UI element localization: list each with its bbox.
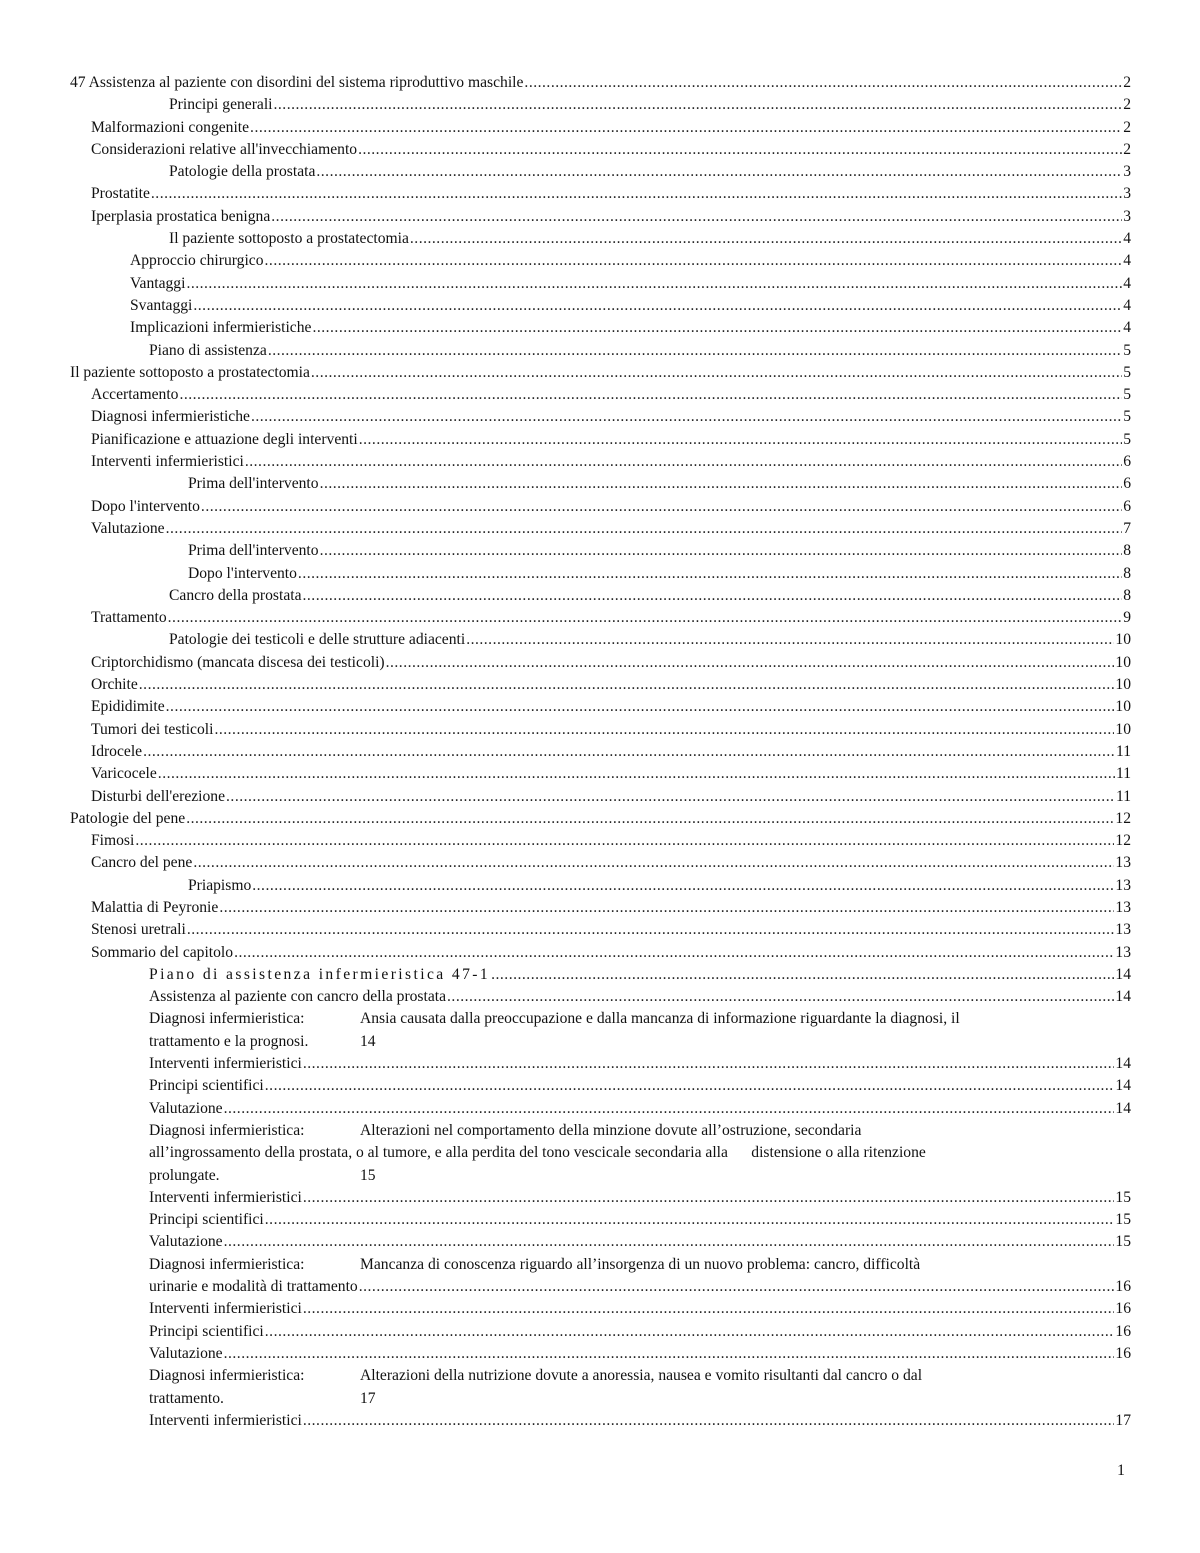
toc-entry[interactable] [169,228,1131,250]
toc-leader-dots [151,183,1122,205]
toc-entry-title: Tumori dei testicoli [91,720,214,738]
toc-page-number: 16 [1115,1322,1131,1340]
toc-page-number: 5 [1123,363,1131,381]
diagnosis-label: Diagnosi infermieristica: [149,1010,305,1028]
toc-entry[interactable] [169,629,1131,651]
toc-page-number: 16 [1115,1278,1131,1296]
toc-page-number: 6 [1123,453,1131,471]
toc-entry-title: Il paziente sottoposto a prostatectomia [70,363,310,381]
toc-page-number: 10 [1115,676,1131,694]
diagnosis-subentries-1 [0,1053,1200,1120]
toc-page-number: 15 [1115,1211,1131,1229]
toc-entry[interactable] [149,1321,1131,1343]
diagnosis-entry-3[interactable] [149,1254,1131,1276]
toc-page-number: 14 [1115,1099,1131,1117]
toc-entry-title: Valutazione [91,519,165,537]
toc-leader-dots [268,340,1122,362]
toc-page-number: 14 [1115,988,1131,1006]
toc-page-number: 5 [1123,408,1131,426]
toc-page-number: 13 [1115,943,1131,961]
toc-entry[interactable] [149,1298,1131,1320]
toc-entry-title: Svantaggi [130,296,193,314]
toc-entry[interactable] [91,897,1131,919]
diagnosis-label: Diagnosi infermieristica: [149,1121,305,1139]
toc-page-number: 8 [1123,586,1131,604]
toc-leader-dots [358,139,1122,161]
toc-leader-dots [168,607,1123,629]
toc-leader-dots [251,406,1122,428]
toc-entry[interactable] [91,451,1131,473]
toc-page-number: 6 [1123,475,1131,493]
toc-leader-dots [224,1098,1115,1120]
toc-page-number: 3 [1123,207,1131,225]
diagnosis-entry-1[interactable] [149,1008,1131,1030]
toc-entry[interactable] [91,719,1131,741]
toc-leader-dots [265,1075,1115,1097]
toc-leader-dots [316,161,1122,183]
toc-page-number: 10 [1115,720,1131,738]
toc-entry-title: Patologie dei testicoli e delle strutture adiacenti [169,631,466,649]
toc-entry[interactable] [169,161,1131,183]
toc-entry-title: Valutazione [149,1344,223,1362]
toc-entry[interactable] [169,94,1131,116]
toc-page-number: 16 [1115,1344,1131,1362]
toc-leader-dots [466,629,1114,651]
toc-entry[interactable] [130,317,1131,339]
toc-leader-dots [224,1231,1115,1253]
toc-entry-title: Interventi infermieristici [91,453,244,471]
toc-entry-title: Orchite [91,676,138,694]
toc-leader-dots [193,295,1122,317]
toc-page-number: 11 [1115,742,1131,760]
toc-entry[interactable] [149,1187,1131,1209]
toc-leader-dots [303,1298,1115,1320]
toc-page-number: 8 [1123,542,1131,560]
toc-page-number: 2 [1123,96,1131,114]
toc-entry-title: Dopo l'intervento [91,497,200,515]
toc-entry[interactable] [91,674,1131,696]
toc-page-number: 15 [1115,1233,1131,1251]
toc-page-number: 4 [1123,230,1131,248]
toc-entry-title: Patologie della prostata [169,163,316,181]
diagnosis-entry-2[interactable] [149,1120,1131,1142]
diagnosis-text: Alterazioni della nutrizione dovute a anoressia, nausea e vomito risultanti dal cancro o dal [360,1367,923,1385]
toc-entry-title: Interventi infermieristici [149,1188,302,1206]
toc-entry[interactable] [188,540,1131,562]
toc-entry[interactable] [149,340,1131,362]
toc-entry-title: Approccio chirurgico [130,252,264,270]
toc-entry-title: urinarie e modalità di trattamento [149,1278,358,1296]
toc-leader-dots [234,942,1114,964]
toc-entry[interactable] [70,72,1131,94]
diagnosis-label: Diagnosi infermieristica: [149,1255,305,1273]
toc-entry[interactable] [91,763,1131,785]
toc-leader-dots [271,206,1122,228]
toc-page-number: 10 [1115,698,1131,716]
toc-leader-dots [265,1321,1115,1343]
toc-leader-dots [226,786,1115,808]
toc-entry-title: Interventi infermieristici [149,1055,302,1073]
toc-page-number: 14 [1115,1055,1131,1073]
toc-entry[interactable] [188,875,1131,897]
toc-leader-dots [320,473,1123,495]
toc-leader-dots [447,986,1114,1008]
toc-entry-title: Epididimite [91,698,165,716]
toc-page-number: 12 [1115,809,1131,827]
toc-entry-title: Piano di assistenza [149,341,267,359]
toc-leader-dots [186,808,1114,830]
toc-entry-title: Varicocele [91,765,157,783]
toc-entry-title: Valutazione [149,1233,223,1251]
toc-entry[interactable] [149,1053,1131,1075]
toc-leader-dots [201,496,1122,518]
toc-entry-title: Diagnosi infermieristiche [91,408,250,426]
toc-page-number: 9 [1123,609,1131,627]
toc-entry[interactable] [149,986,1131,1008]
toc-entry[interactable] [91,117,1131,139]
toc-entry-title: Vantaggi [130,274,186,292]
toc-leader-dots [193,852,1114,874]
toc-entry-title: Cancro della prostata [169,586,302,604]
diagnosis-subentries-4 [0,1410,1200,1432]
toc-entry[interactable] [91,183,1131,205]
toc-leader-dots [298,563,1122,585]
toc-page-number: 14 [1115,965,1131,983]
toc-entry-title: Criptorchidismo (mancata discesa dei testicoli) [91,653,385,671]
diagnosis-entry-4-cont[interactable] [149,1388,1131,1410]
toc-leader-dots [265,1209,1115,1231]
toc-page-number: 14 [1115,1077,1131,1095]
toc-page-number: 12 [1115,832,1131,850]
diagnosis-text: Ansia causata dalla preoccupazione e dalla mancanza di informazione riguardante la diagnosi, il [360,1010,960,1028]
toc-entry-title: Il paziente sottoposto a prostatectomia [169,230,409,248]
diagnosis-entry-2-cont[interactable] [149,1142,1131,1164]
toc-entry-title: Implicazioni infermieristiche [130,319,312,337]
toc-leader-dots [320,540,1123,562]
toc-leader-dots [410,228,1122,250]
toc-entry[interactable] [91,607,1131,629]
toc-entry-title: Interventi infermieristici [149,1411,302,1429]
toc-page-number: 4 [1123,274,1131,292]
toc-entry-title: Principi scientifici [149,1077,264,1095]
toc-leader-dots [274,94,1123,116]
toc-leader-dots [143,741,1115,763]
toc-entry[interactable] [91,786,1131,808]
toc-page-number: 4 [1123,252,1131,270]
toc-entry-title: Prostatite [91,185,150,203]
toc-page-number: 3 [1123,185,1131,203]
toc-entry[interactable] [91,429,1131,451]
toc-entry-title: Prima dell'intervento [188,475,319,493]
toc-entry[interactable] [149,1410,1131,1432]
toc-page-number: 4 [1123,296,1131,314]
diagnosis-text: Alterazioni nel comportamento della minzione dovute all’ostruzione, secondaria [360,1121,862,1139]
page-number: 1 [1117,1462,1125,1479]
toc-page-number: 13 [1115,898,1131,916]
toc-entry-title: 47 Assistenza al paziente con disordini del sistema riproduttivo maschile [70,74,524,91]
toc-entry[interactable] [188,563,1131,585]
toc-entry-title: Considerazioni relative all'invecchiamento [91,140,358,158]
toc-entry-title: Valutazione [149,1099,223,1117]
toc-entry-title: Principi scientifici [149,1211,264,1229]
toc-entry[interactable] [149,1075,1131,1097]
toc-entry-title: Interventi infermieristici [149,1300,302,1318]
toc-entry-title: Principi generali [169,96,273,114]
toc-page-number: 5 [1123,430,1131,448]
toc-entry-title: Malattia di Peyronie [91,898,219,916]
toc-leader-dots [303,585,1123,607]
toc-leader-dots [524,72,1122,94]
toc-leader-dots [179,384,1122,406]
toc-page-number: 7 [1123,519,1131,537]
diagnosis-cont-text: prolungate. [149,1166,220,1184]
toc-page-number: 11 [1115,765,1131,783]
toc-leader-dots [224,1343,1115,1365]
toc-page-number: 8 [1123,564,1131,582]
toc-leader-dots [186,273,1122,295]
diagnosis-entry-3-cont[interactable] [149,1276,1131,1298]
toc-leader-dots [303,1187,1115,1209]
toc-leader-dots [359,429,1122,451]
toc-page-number: 6 [1123,497,1131,515]
toc-entry[interactable] [149,1343,1131,1365]
toc-leader-dots [214,719,1114,741]
toc-entry[interactable] [70,362,1131,384]
toc-leader-dots [135,830,1114,852]
toc-entry-title: Pianificazione e attuazione degli interventi [91,430,358,448]
toc-leader-dots [158,763,1115,785]
toc-page-number: 15 [360,1166,376,1184]
toc-entry[interactable] [91,518,1131,540]
toc-leader-dots [265,250,1123,272]
toc-entry[interactable] [149,1231,1131,1253]
toc-page-number: 2 [1123,74,1131,91]
toc-entry[interactable] [169,585,1131,607]
toc-entry-title: Malformazioni congenite [91,118,250,136]
toc-entry-title: Dopo l'intervento [188,564,297,582]
diagnosis-text: Mancanza di conoscenza riguardo all’insorgenza di un nuovo problema: cancro, difficoltà [360,1255,921,1273]
toc-entry-title: Fimosi [91,832,135,850]
toc-leader-dots [139,674,1115,696]
toc-entry[interactable] [91,741,1131,763]
diagnosis-entry-1-cont[interactable] [149,1031,1131,1053]
toc-entry-title: Idrocele [91,742,143,760]
toc-leader-dots [252,875,1114,897]
diagnosis-cont-text: trattamento. [149,1389,224,1407]
toc-entry-title: Principi scientifici [149,1322,264,1340]
toc-leader-dots [303,1410,1115,1432]
toc-entry[interactable] [91,942,1131,964]
toc-entry[interactable] [91,496,1131,518]
toc-leader-dots [219,897,1114,919]
toc-entry-title: Patologie del pene [70,809,186,827]
toc-page-number: 16 [1115,1300,1131,1318]
toc-entry-title: Accertamento [91,386,179,404]
toc-page-number: 13 [1115,854,1131,872]
toc-entry[interactable] [130,250,1131,272]
toc-leader-dots [187,919,1115,941]
diagnosis-cont-text: trattamento e la prognosi. [149,1032,309,1050]
toc-entries [0,72,1200,1008]
toc-entry[interactable] [91,696,1131,718]
toc-leader-dots [491,964,1114,986]
toc-entry[interactable] [188,473,1131,495]
toc-entry[interactable] [70,808,1131,830]
toc-entry-title: Prima dell'intervento [188,542,319,560]
toc-entry[interactable] [91,406,1131,428]
table-of-contents [0,72,1200,1432]
toc-entry-title: Cancro del pene [91,854,193,872]
toc-page-number: 5 [1123,341,1131,359]
diagnosis-subentries-2 [0,1187,1200,1254]
toc-page-number: 13 [1115,876,1131,894]
toc-page-number: 4 [1123,319,1131,337]
toc-entry[interactable] [91,830,1131,852]
toc-page-number: 2 [1123,118,1131,136]
diagnosis-label: Diagnosi infermieristica: [149,1367,305,1385]
toc-entry[interactable] [149,1098,1131,1120]
toc-leader-dots [311,362,1122,384]
toc-leader-dots [166,696,1115,718]
toc-page-number: 11 [1115,787,1131,805]
toc-entry[interactable] [91,384,1131,406]
toc-entry[interactable] [130,295,1131,317]
toc-leader-dots [312,317,1122,339]
toc-page-number: 10 [1115,653,1131,671]
toc-entry[interactable] [91,206,1131,228]
toc-page-number: 17 [1115,1411,1131,1429]
toc-leader-dots [303,1053,1115,1075]
diagnosis-entry-2-cont2[interactable] [149,1165,1131,1187]
toc-page-number: 14 [360,1032,376,1050]
toc-page-number: 5 [1123,386,1131,404]
toc-entry[interactable] [149,1209,1131,1231]
toc-page-number: 17 [360,1389,376,1407]
toc-leader-dots [166,518,1123,540]
diagnosis-subentries-3 [0,1298,1200,1365]
toc-entry-title: Disturbi dell'erezione [91,787,226,805]
toc-entry-title: Stenosi uretrali [91,921,186,939]
toc-entry-title: Assistenza al paziente con cancro della prostata [149,988,447,1006]
toc-entry[interactable] [91,139,1131,161]
toc-page-number: 3 [1123,163,1131,181]
toc-entry[interactable] [91,852,1131,874]
toc-entry[interactable] [91,919,1131,941]
toc-entry[interactable] [91,652,1131,674]
toc-leader-dots [250,117,1122,139]
toc-page-number: 10 [1115,631,1131,649]
diagnosis-cont-text: all’ingrossamento della prostata, o al tumore, e alla perdita del tono vescicale secondaria alla distensione o alla ritenzione [149,1144,926,1162]
toc-leader-dots [386,652,1115,674]
toc-page-number: 15 [1115,1188,1131,1206]
toc-leader-dots [359,1276,1115,1298]
toc-entry-title: Trattamento [91,609,167,627]
toc-entry-title: Sommario del capitolo [91,943,234,961]
toc-page-number: 2 [1123,140,1131,158]
toc-entry-title: Piano di assistenza infermieristica 47-1 [149,965,491,983]
toc-entry[interactable] [130,273,1131,295]
toc-entry-title: Iperplasia prostatica benigna [91,207,271,225]
diagnosis-entry-4[interactable] [149,1365,1131,1387]
toc-entry[interactable] [149,964,1131,986]
toc-page-number: 13 [1115,921,1131,939]
toc-entry-title: Priapismo [188,876,252,894]
toc-leader-dots [245,451,1122,473]
